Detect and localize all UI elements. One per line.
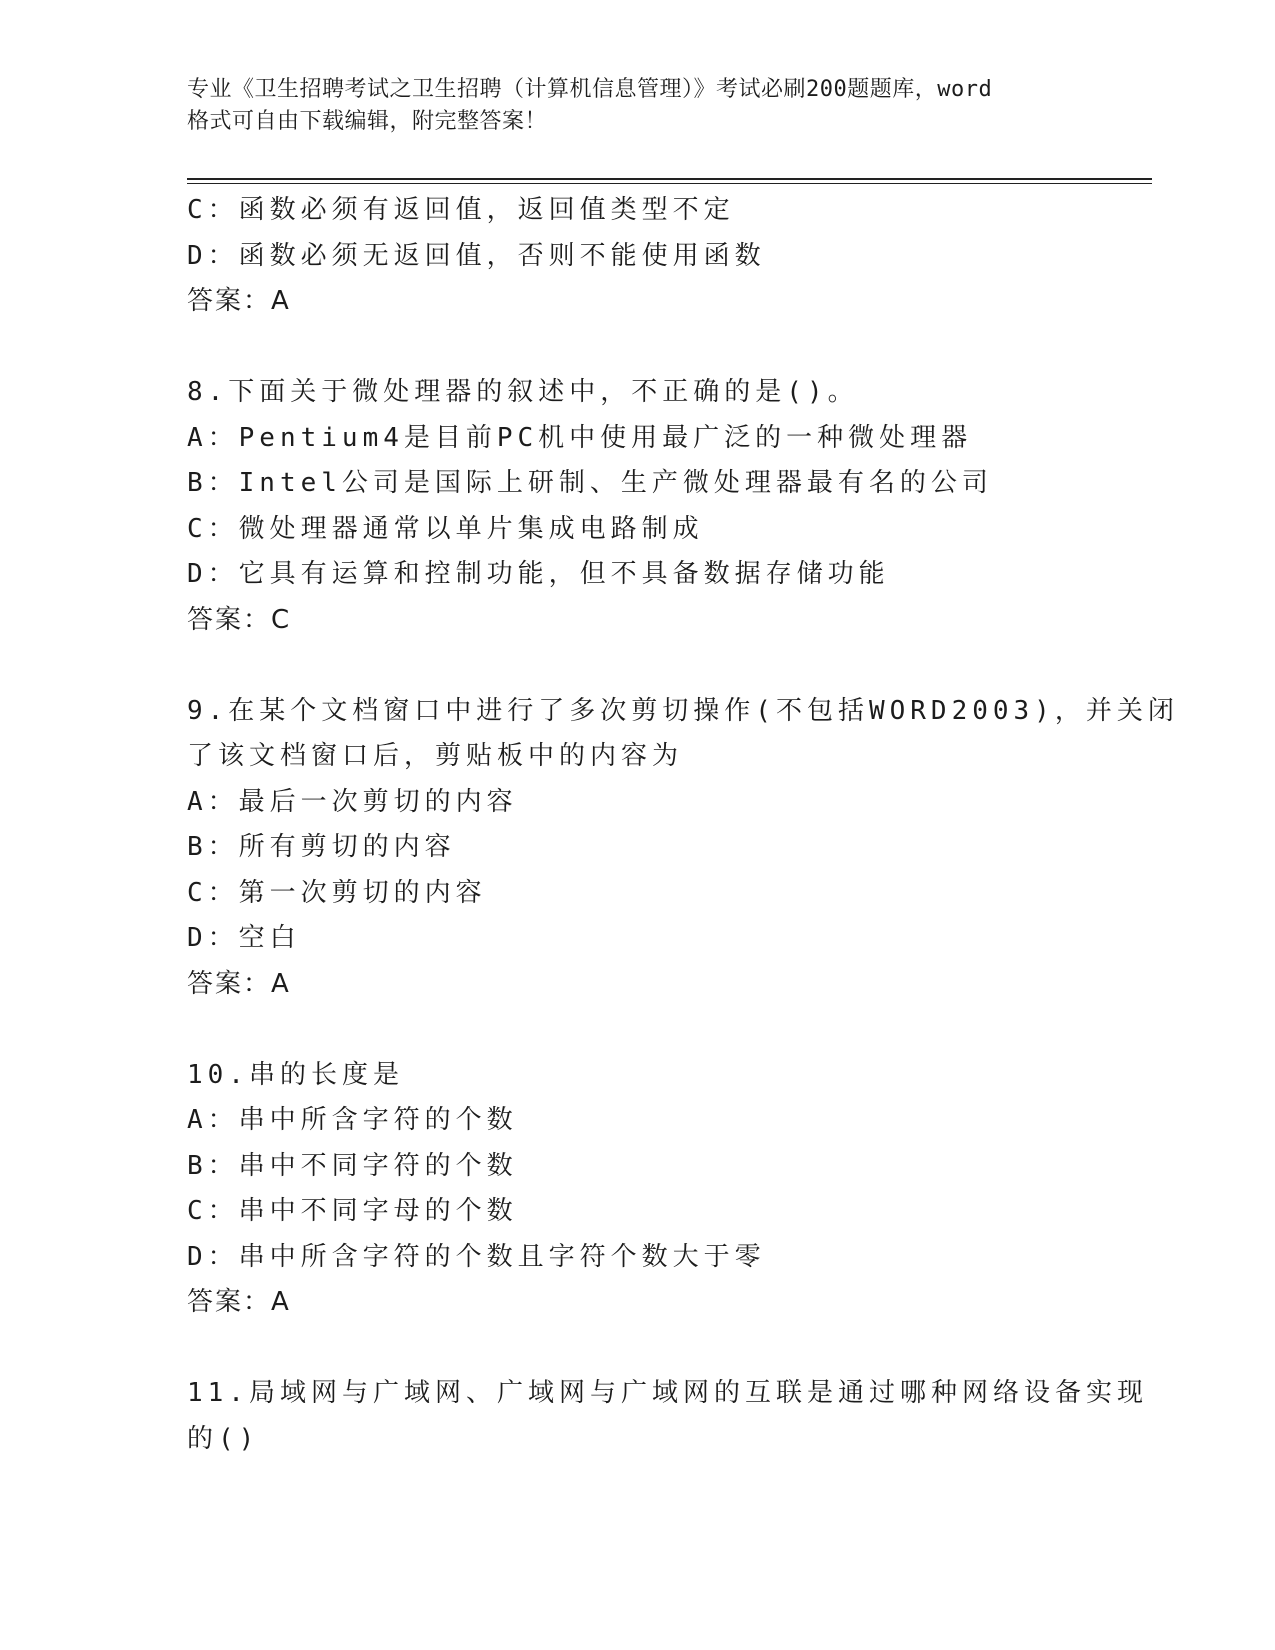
spacer [187, 1326, 1087, 1372]
option-d: D：空白 [187, 923, 301, 953]
option-b: B：Intel公司是国际上研制、生产微处理器最有名的公司 [187, 468, 993, 498]
option-b: B：所有剪切的内容 [187, 832, 456, 862]
question-9 [187, 689, 1179, 1008]
question-stem-line-1: 9.在某个文档窗口中进行了多次剪切操作(不包括WORD2003)，并关闭 [187, 695, 1179, 726]
option-c: C：串中不同字母的个数 [187, 1196, 518, 1226]
question-stem: 10.串的长度是 [187, 1059, 404, 1090]
question-stem-line-2: 了该文档窗口后，剪贴板中的内容为 [187, 741, 684, 771]
question-11 [187, 1371, 1148, 1462]
answer: 答案：A [187, 968, 291, 999]
spacer [187, 643, 1087, 689]
option-c: C：微处理器通常以单片集成电路制成 [187, 513, 704, 544]
header-title-line-2: 格式可自由下载编辑，附完整答案！ [187, 109, 548, 134]
question-stem-line-1: 11.局域网与广域网、广域网与广域网的互联是通过哪种网络设备实现 [187, 1378, 1148, 1408]
header-divider-thin [187, 183, 1152, 184]
question-7 [187, 188, 1087, 325]
answer: 答案：C [187, 604, 292, 635]
question-stem: 8.下面关于微处理器的叙述中，不正确的是()。 [187, 377, 859, 407]
option-c: C：函数必须有返回值，返回值类型不定 [187, 195, 735, 225]
answer: 答案：A [187, 1287, 291, 1317]
document-header [187, 74, 1087, 138]
option-c: C：第一次剪切的内容 [187, 877, 487, 908]
option-d: D：串中所含字符的个数且字符个数大于零 [187, 1241, 766, 1272]
option-a: A：串中所含字符的个数 [187, 1105, 518, 1135]
question-10 [187, 1053, 1087, 1326]
header-divider-thick [187, 178, 1152, 180]
question-8 [187, 370, 1087, 643]
option-a: A：最后一次剪切的内容 [187, 786, 518, 817]
question-stem-line-2: 的() [187, 1423, 260, 1454]
header-title-line-1: 专业《卫生招聘考试之卫生招聘（计算机信息管理）》考试必刷200题题库，word [187, 77, 993, 102]
spacer [187, 1007, 1087, 1053]
option-d: D：函数必须无返回值，否则不能使用函数 [187, 240, 766, 271]
option-b: B：串中不同字符的个数 [187, 1150, 518, 1181]
option-d: D：它具有运算和控制功能，但不具备数据存储功能 [187, 559, 890, 589]
question-content [187, 188, 1179, 1462]
spacer [187, 325, 1087, 371]
option-a: A：Pentium4是目前PC机中使用最广泛的一种微处理器 [187, 422, 973, 453]
answer: 答案：A [187, 286, 291, 316]
